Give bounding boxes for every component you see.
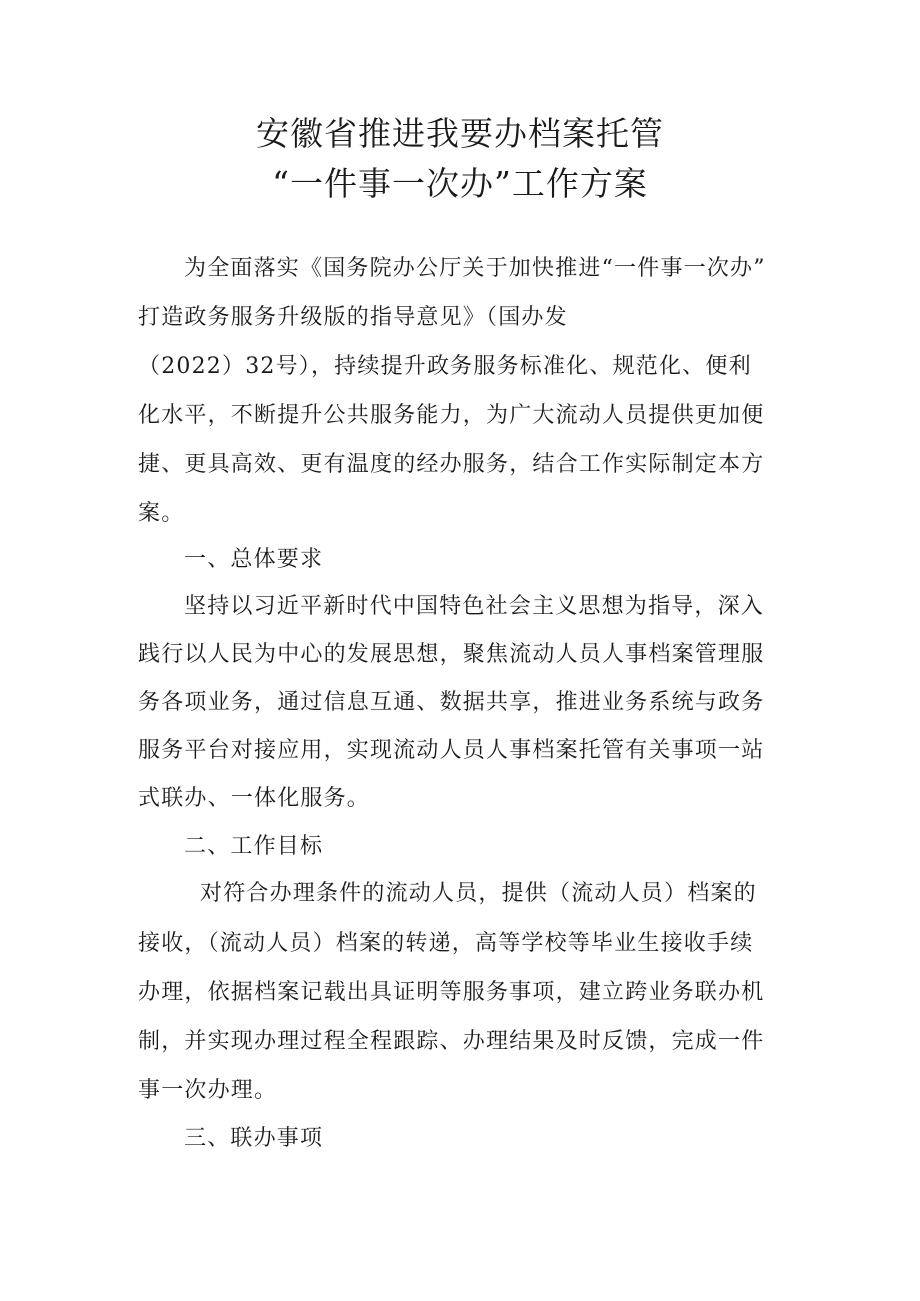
section-2-heading: 二、工作目标 xyxy=(184,834,324,859)
section-2-line: 制，并实现办理过程全程跟踪、办理结果及时反馈，完成一件 xyxy=(138,1029,765,1054)
section-1-line: 践行以人民为中心的发展思想，聚焦流动人员人事档案管理服 xyxy=(138,642,765,667)
intro-line: 为全面落实《国务院办公厅关于加快推进“一件事一次办” xyxy=(184,256,766,281)
section-1-line: 坚持以习近平新时代中国特色社会主义思想为指导，深入 xyxy=(184,594,765,619)
section-1-heading: 一、总体要求 xyxy=(184,547,324,572)
section-1-line: 式联办、一体化服务。 xyxy=(138,786,371,811)
section-2-line: 事一次办理。 xyxy=(138,1078,278,1103)
section-2-line: 对符合办理条件的流动人员，提供（流动人员）档案的 xyxy=(200,881,757,906)
section-1-line: 务各项业务，通过信息互通、数据共享，推进业务系统与政务 xyxy=(138,690,765,715)
intro-line: 捷、更具高效、更有温度的经办服务，结合工作实际制定本方 xyxy=(138,452,765,477)
section-2-line: 办理，依据档案记载出具证明等服务事项，建立跨业务联办机 xyxy=(138,980,765,1005)
section-2-line: 接收，（流动人员）档案的转递，高等学校等毕业生接收手续 xyxy=(138,931,754,956)
document-title-line-2: “一件事一次办”工作方案 xyxy=(272,164,648,203)
intro-line: 化水平，不断提升公共服务能力，为广大流动人员提供更加便 xyxy=(138,403,765,428)
section-3-heading: 三、联办事项 xyxy=(184,1126,324,1151)
intro-line: 打造政务服务升级版的指导意见》（国办发 xyxy=(138,305,568,330)
document-title-line-1: 安徽省推进我要办档案托管 xyxy=(256,114,664,153)
intro-line: （2022）32号），持续提升政务服务标准化、规范化、便利 xyxy=(138,354,752,379)
intro-line: 案。 xyxy=(138,501,185,526)
section-1-line: 服务平台对接应用，实现流动人员人事档案托管有关事项一站 xyxy=(138,738,765,763)
